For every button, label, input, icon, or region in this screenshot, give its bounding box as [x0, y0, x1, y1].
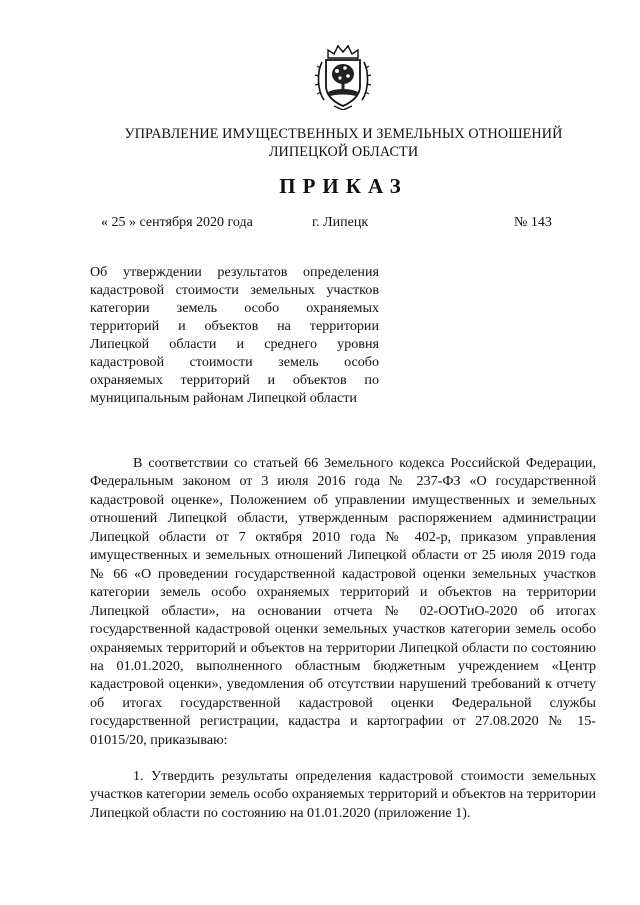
preamble-paragraph: В соответствии со статьей 66 Земельного кодекса Российской Федерации, Федеральным законом от 3 июля 2016 года № 237-ФЗ «О государственной кадастровой оценке», Положением об управлении имущественных и земельных отношений Липецкой области, утвержденным распоряжением администрации Липецкой области от 7 октября 2010 года № 402-р, приказом управления имущественных и земельных отношений Липецкой области от 25 июля 2019 года № 66 «О проведении государственной кадастровой оценки земельных участков категории земель особо охраняемых территорий и объектов на территории Липецкой области», на основании отчета № 02-ООТиО-2020 об итогах государственной кадастровой оценки земельных участков категории земель особо охраняемых территорий и объектов на территории Липецкой области по состоянию на 01.01.2020, выполненного областным бюджетным учреждением «Центр кадастровой оценки», уведомления об отсутствии нарушений требований к отчету об итогах государственной кадастровой оценки Федеральной службы государственной регистрации, кадастра и картографии от 27.08.2020 № 15-01015/20, приказываю: — [90, 455, 596, 748]
document-title: ПРИКАЗ — [279, 174, 408, 198]
list-item: 1. Утвердить результаты определения кадастровой стоимости земельных участков категории земель особо охраняемых территорий и объектов на территории Липецкой области по состоянию на 01.01.2020 (приложение 1). — [90, 768, 596, 821]
organization-name-line1: УПРАВЛЕНИЕ ИМУЩЕСТВЕННЫХ И ЗЕМЕЛЬНЫХ ОТНОШЕНИЙ — [124, 126, 563, 142]
order-date: « 25 » сентября 2020 года — [101, 215, 253, 230]
order-city: г. Липецк — [312, 215, 369, 230]
order-subject: Об утверждении результатов определения кадастровой стоимости земельных участков категории земель особо охраняемых территорий и объектов на территории Липецкой области и среднего уровня кадастровой стоимости земель особо охраняемых территорий и объектов по муниципальным районам Липецкой области — [90, 264, 379, 406]
coat-of-arms-icon — [314, 44, 372, 110]
organization-name — [100, 125, 587, 161]
organization-name-line2: ЛИПЕЦКОЙ ОБЛАСТИ — [268, 144, 419, 160]
order-number: № 143 — [514, 215, 552, 230]
